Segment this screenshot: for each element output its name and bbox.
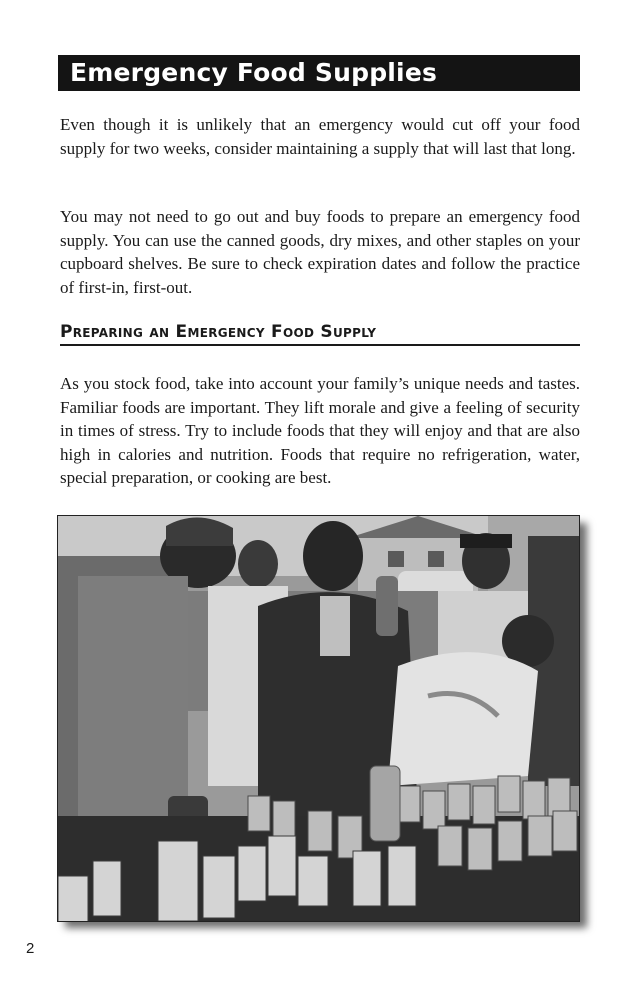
food-drive-photo-illustration bbox=[58, 516, 580, 922]
food-drive-photo bbox=[57, 515, 580, 922]
page-title: Emergency Food Supplies bbox=[58, 55, 580, 91]
section-heading: Preparing an Emergency Food Supply bbox=[60, 322, 580, 346]
pantry-paragraph: You may not need to go out and buy foods to prepare an emergency food supply. You can use the canned goods, dry mixes, and other staples on your cupboard shelves. Be sure to check expiration dates and follow the practice of first-in, first-out. bbox=[60, 207, 580, 297]
intro-paragraph: Even though it is unlikely that an emergency would cut off your food supply for two weeks, consider maintaining a supply that will last that long. bbox=[60, 115, 580, 158]
section-paragraph: As you stock food, take into account your family’s unique needs and tastes. Familiar foods are important. They lift morale and give a feeling of security in times of stress. Try to include foods that they will enjoy and that are also high in calories and nutrition. Foods that require no refrigeration, water, special preparation, or cooking are best. bbox=[60, 374, 580, 487]
page-number: 2 bbox=[26, 940, 35, 957]
